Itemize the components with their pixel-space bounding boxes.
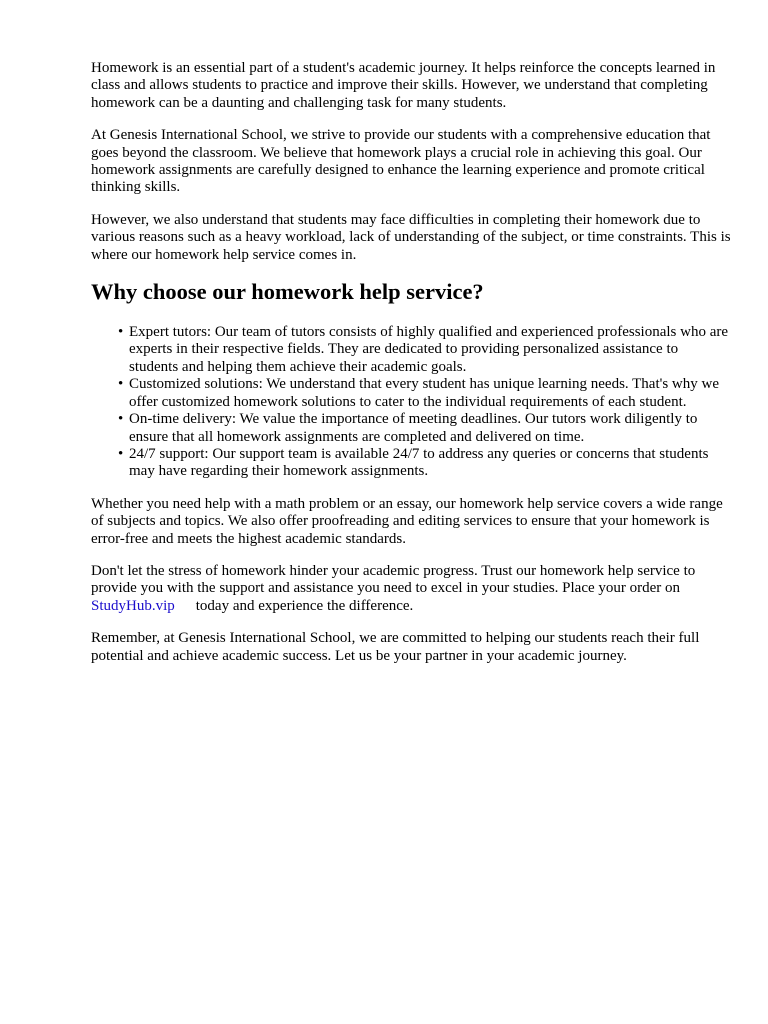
- closing-paragraph-2-text: Don't let the stress of homework hinder your academic progress. Trust our homework help service to provide you with the support and assistance you need to excel in your studies. Place your order on: [91, 562, 696, 597]
- studyhub-link[interactable]: StudyHub.vip: [91, 597, 175, 614]
- list-item-text: Expert tutors: Our team of tutors consists of highly qualified and experienced professionals who are experts in their respective fields. They are dedicated to providing personalized assistance to students and helping them achieve their academic goals.: [129, 324, 729, 375]
- intro-paragraph-2: At Genesis International School, we strive to provide our students with a comprehensive education that goes beyond the classroom. We believe that homework plays a crucial role in achieving this goal. Our homework assignments are carefully designed to enhance the learning experience and promote critical thinking skills.: [91, 127, 711, 196]
- list-item: [118, 411, 731, 446]
- list-item: [118, 376, 731, 411]
- list-item-text: Customized solutions: We understand that every student has unique learning needs. That's why we offer customized homework solutions to cater to the individual requirements of each student.: [129, 376, 719, 410]
- closing-paragraph-2-tail: today and experience the difference.: [195, 597, 414, 614]
- intro-paragraph-3: However, we also understand that students may face difficulties in completing their homework due to various reasons such as a heavy workload, lack of understanding of the subject, or time constraints. This is where our homework help service comes in.: [91, 211, 731, 263]
- intro-paragraph-1: Homework is an essential part of a student's academic journey. It helps reinforce the concepts learned in class and allows students to practice and improve their skills. However, we understand that completing homework can be a daunting and challenging task for many students.: [91, 60, 716, 111]
- closing-paragraph-2: [91, 563, 731, 615]
- section-heading: Why choose our homework help service?: [91, 279, 484, 305]
- list-item: [118, 445, 731, 481]
- bullet-icon: •: [118, 324, 124, 341]
- document-page: [91, 60, 731, 680]
- list-item-text: On-time delivery: We value the importance of meeting deadlines. Our tutors work diligently to ensure that all homework assignments are completed and delivered on time.: [129, 411, 698, 445]
- closing-paragraph-1: Whether you need help with a math problem or an essay, our homework help service covers a wide range of subjects and topics. We also offer proofreading and editing services to ensure that your homework is error-free and meets the highest academic standards.: [91, 495, 723, 547]
- benefits-list: [91, 324, 731, 481]
- list-item: [118, 324, 731, 376]
- list-item-text: 24/7 support: Our support team is available 24/7 to address any queries or concerns that students may have regarding their homework assignments.: [129, 445, 709, 480]
- bullet-icon: •: [118, 445, 124, 462]
- closing-paragraph-3: Remember, at Genesis International School, we are committed to helping our students reach their full potential and achieve academic success. Let us be your partner in your academic journey.: [91, 630, 700, 664]
- bullet-icon: •: [118, 411, 124, 428]
- bullet-icon: •: [118, 376, 124, 393]
